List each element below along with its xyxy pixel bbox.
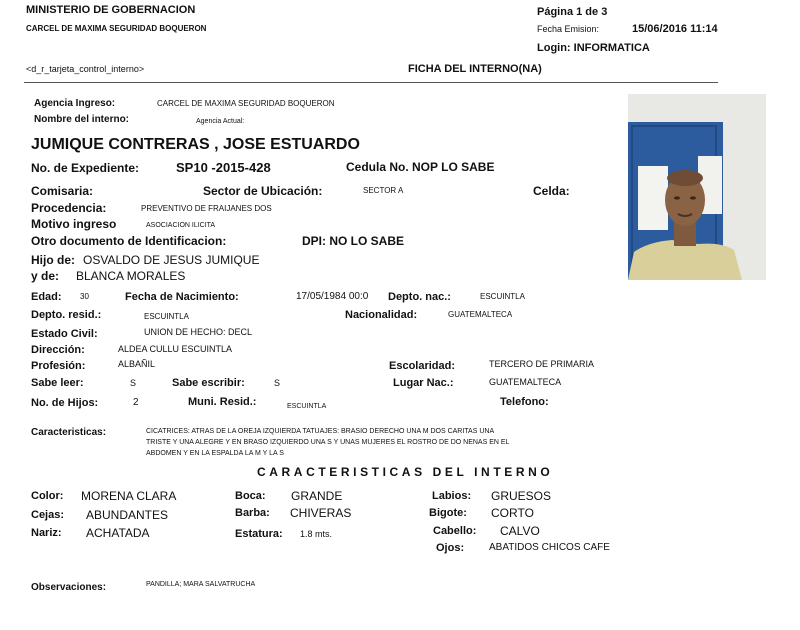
file-number-value: SP10 -2015-428 [176,160,271,175]
nationality-value: GUATEMALTECA [448,310,513,319]
mother-label: y de: [31,269,60,283]
inmate-photo [628,94,766,280]
address-label: Dirección: [31,344,85,356]
inmate-name-label: Nombre del interno: [34,114,130,125]
origin-label: Procedencia: [31,201,107,215]
nationality-label: Nacionalidad: [345,309,418,321]
birth-date-value: 17/05/1984 00:0 [296,291,369,302]
schooling-label: Escolaridad: [389,360,456,372]
birth-dept-value: ESCUINTLA [480,292,525,301]
mother-name: BLANCA MORALES [76,269,186,283]
color-label: Color: [31,490,64,502]
address-value: ALDEA CULLU ESCUINTLA [118,344,233,354]
nose-value: ACHATADA [86,526,150,540]
eyes-label: Ojos: [436,542,465,554]
birth-dept-label: Depto. nac.: [388,291,451,303]
municipality-value: ESCUINTLA [287,403,327,410]
municipality-label: Muni. Resid.: [188,396,257,408]
height-value: 1.8 mts. [300,529,333,539]
can-read-value: S [130,378,137,388]
mouth-value: GRANDE [291,489,343,503]
dpi-value: DPI: NO LO SABE [302,234,405,248]
ministry-title: MINISTERIO DE GOBERNACION [26,4,196,16]
children-value: 2 [133,397,139,408]
report-identifier: <d_r_tarjeta_control_interno> [26,64,145,74]
emission-label: Fecha Emision: [537,24,600,34]
agency-value: CARCEL DE MAXIMA SEGURIDAD BOQUERON [157,99,335,108]
height-label: Estatura: [235,528,283,540]
inmate-photo-graphic [628,94,766,280]
page-indicator: Página 1 de 3 [537,6,608,18]
father-name: OSVALDO DE JESUS JUMIQUE [83,253,260,267]
observations-value: PANDILLA; MARA SALVATRUCHA [146,581,256,588]
beard-label: Barba: [235,507,270,519]
eyes-value: ABATIDOS CHICOS CAFE [489,542,610,553]
can-write-value: S [274,378,281,388]
beard-value: CHIVERAS [290,506,352,520]
civil-status-label: Estado Civil: [31,328,98,340]
header-divider [24,82,718,83]
color-value: MORENA CLARA [81,489,177,503]
current-agency-label: Agencia Actual: [196,118,245,125]
civil-status-value: UNION DE HECHO: DECL [144,327,253,337]
nose-label: Nariz: [31,527,62,539]
birthplace-value: GUATEMALTECA [489,377,562,387]
profession-label: Profesión: [31,360,86,372]
origin-value: PREVENTIVO DE FRAIJANES DOS [141,204,272,213]
birthplace-label: Lugar Nac.: [393,377,454,389]
mouth-label: Boca: [235,490,266,502]
children-label: No. de Hijos: [31,397,99,409]
document-title: FICHA DEL INTERNO(NA) [408,63,542,75]
can-read-label: Sabe leer: [31,377,84,389]
sector-label: Sector de Ubicación: [203,184,323,198]
phone-label: Telefono: [500,396,549,408]
mustache-label: Bigote: [429,507,467,519]
inmate-full-name: JUMIQUE CONTRERAS , JOSE ESTUARDO [31,136,360,153]
traits-section-title: CARACTERISTICAS DEL INTERNO [257,465,554,479]
other-document-label: Otro documento de Identificacion: [31,234,227,248]
age-label: Edad: [31,291,62,303]
hair-label: Cabello: [433,525,477,537]
birth-date-label: Fecha de Nacimiento: [125,291,239,303]
lips-value: GRUESOS [491,489,552,503]
features-line: ABDOMEN Y EN LA ESPALDA LA M Y LA S [146,450,284,457]
cell-label: Celda: [533,184,570,198]
residence-dept-value: ESCUINTLA [144,312,189,321]
lips-label: Labios: [432,490,472,502]
can-write-label: Sabe escribir: [172,377,245,389]
profession-value: ALBAÑIL [118,359,156,369]
file-number-label: No. de Expediente: [31,161,140,175]
login-info: Login: INFORMATICA [537,42,650,54]
eyebrows-value: ABUNDANTES [86,508,169,522]
age-value: 30 [80,292,89,301]
emission-date: 15/06/2016 11:14 [632,23,718,35]
observations-label: Observaciones: [31,582,107,593]
institution-name: CARCEL DE MAXIMA SEGURIDAD BOQUERON [26,24,207,33]
features-line: CICATRICES: ATRAS DE LA OREJA IZQUIERDA TATUAJES: BRASIO DERECHO UNA M DOS CARITAS UNA [146,428,495,435]
sector-value: SECTOR A [363,186,404,195]
hair-value: CALVO [500,524,540,538]
eyebrows-label: Cejas: [31,509,65,521]
features-line: TRISTE Y UNA ALEGRE Y EN BRASO IZQUIERDO UNA S Y UNAS MUJERES EL ROSTRO DE DO NENAS EN EL [146,439,510,446]
reason-value: ASOCIACION ILICITA [146,222,216,229]
reason-label: Motivo ingreso [31,217,117,231]
features-label: Caracteristicas: [31,427,107,438]
residence-dept-label: Depto. resid.: [31,309,102,321]
father-label: Hijo de: [31,253,75,267]
id-card-number: Cedula No. NOP LO SABE [346,160,495,174]
agency-label: Agencia Ingreso: [34,98,116,109]
schooling-value: TERCERO DE PRIMARIA [489,359,595,369]
mustache-value: CORTO [491,506,534,520]
station-label: Comisaria: [31,184,94,198]
